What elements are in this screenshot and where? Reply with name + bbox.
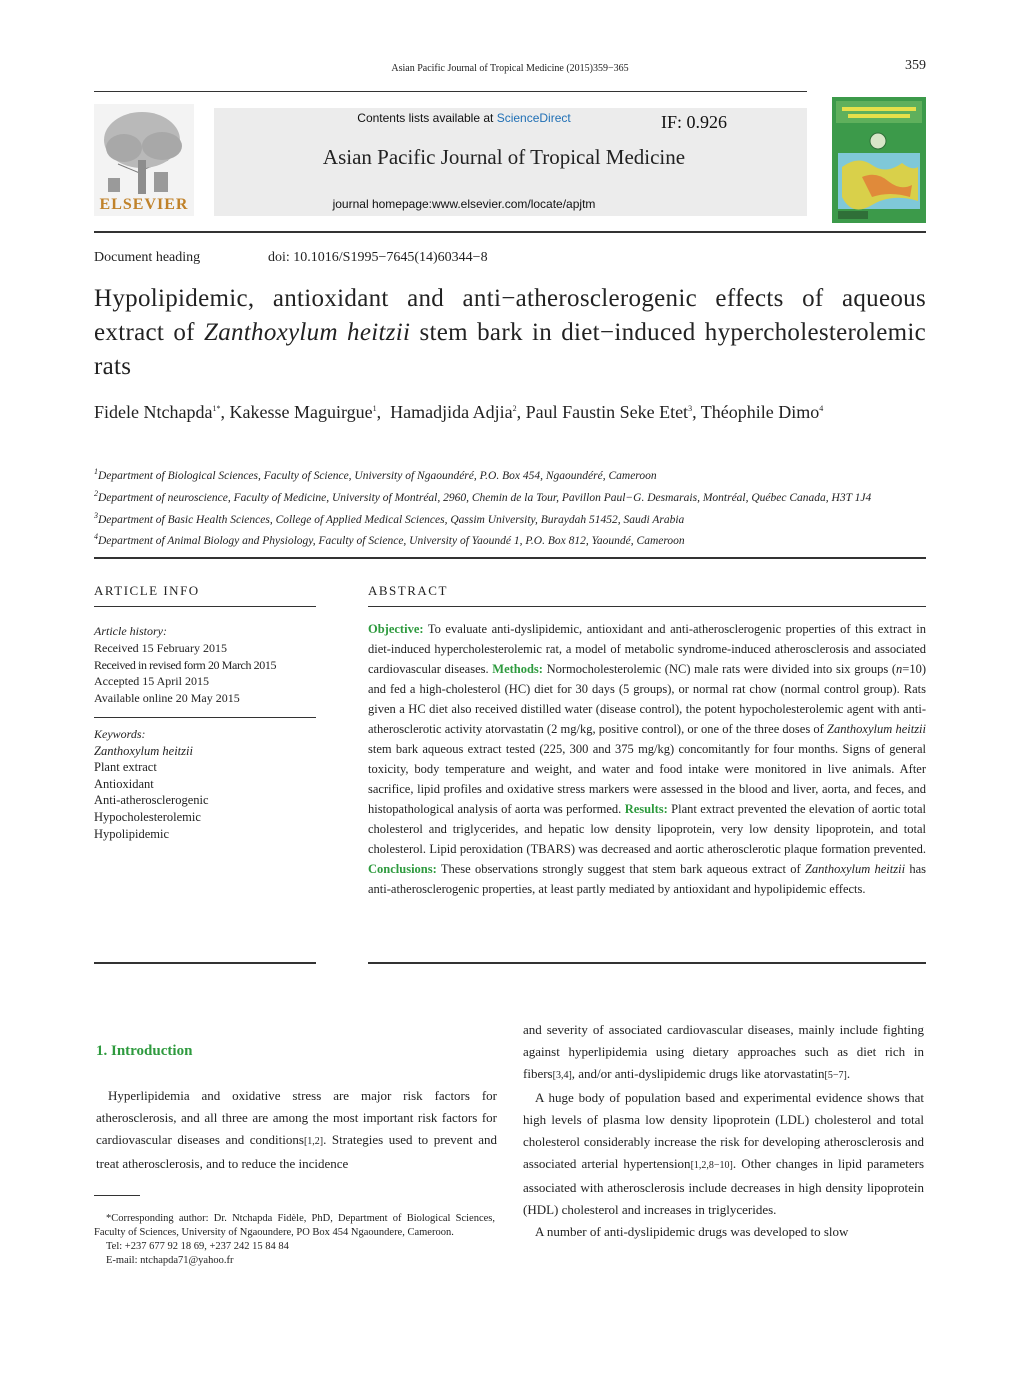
page-number: 359 <box>905 58 926 73</box>
running-head: Asian Pacific Journal of Tropical Medicine (2015)359−365 <box>391 63 629 74</box>
objective-label: Objective: <box>368 622 424 636</box>
affiliation: $^2$Department of neuroscience, Faculty of Medicine, University of Montréal, 2960, Chemin de la Tour, Pavillon Paul−G. Desmarais, Montréal, Québec Canada, H3T 1J4 <box>94 488 872 504</box>
publisher-logo-text: ELSEVIER <box>99 196 189 213</box>
impact-factor: IF: 0.926 <box>661 112 728 132</box>
intro-column-2 <box>523 1019 924 1243</box>
abstract-bottom-rule <box>368 962 926 964</box>
title-part-1: Hypolipidemic, antioxidant and anti−atherosclerogenic effects of aqueous extract of <box>94 285 926 346</box>
affiliation: $^1$Department of Biological Sciences, Faculty of Science, University of Ngaoundéré, P.O. Box 454, Ngaoundéré, Cameroon <box>94 467 657 482</box>
keyword: Antioxidant <box>94 776 154 791</box>
telephone: Tel: +237 677 92 18 69, +237 242 15 84 84 <box>106 1241 289 1252</box>
keywords <box>94 726 316 842</box>
keyword: Plant extract <box>94 760 157 775</box>
footnote-rule <box>94 1195 140 1196</box>
corresponding-author: *Corresponding author: Dr. Ntchapda Fidèle, PhD, Department of Biological Sciences, Faculty of Sciences, University of Ngaoundere, PO Box 454 Ngaoundere, Cameroon. <box>94 1213 495 1238</box>
citation[interactable]: [5−7] <box>824 1070 847 1081</box>
keyword: Anti-atherosclerogenic <box>94 793 209 808</box>
abstract-heading: ABSTRACT <box>368 583 448 598</box>
footnote <box>94 1212 495 1268</box>
affiliations <box>94 463 926 550</box>
results-label: Results: <box>624 802 668 816</box>
online-date: Available online 20 May 2015 <box>94 691 240 706</box>
article-title <box>94 282 926 384</box>
abstract-rule <box>368 606 926 607</box>
affiliation: $^3$Department of Basic Health Sciences, College of Applied Medical Sciences, Qassim University, Buraydah 51452, Saudi Arabia <box>94 510 685 526</box>
title-species: Zanthoxylum heitzii <box>203 319 411 346</box>
journal-cover-image <box>832 97 926 223</box>
sciencedirect-link[interactable]: ScienceDirect <box>496 111 571 125</box>
contents-prefix: Contents lists available at <box>357 111 497 125</box>
methods-label: Methods: <box>492 662 543 676</box>
intro-paragraph: Hyperlipidemia and oxidative stress are major risk factors for atherosclerosis, and all three are among the most important risk factors for cardiovascular diseases and conditions[1,2]. Strategies used to prevent and treat atherosclerosis, and to reduce the incidence <box>96 1088 497 1171</box>
title-part-2: stem bark in diet−induced hypercholesterolemic rats <box>94 319 926 380</box>
contents-line <box>214 111 714 125</box>
article-info-bottom-rule <box>94 962 316 964</box>
header-divider <box>94 231 926 233</box>
abstract-body: Objective: To evaluate anti-dyslipidemic, antioxidant and anti-atherosclerogenic properties of this extract in diet-induced hypercholesterolemic rat, a model of metabolic syndrome-induced atherosclerosis and associated cardiovascular diseases. Methods: Normocholesterolemic (NC) male rats were divided into six groups (n=10) and fed a high-cholesterol (HC) diet for 30 days (5 groups), or normal rat chow (normal control group). Rats given a HC diet also received distilled water (disease control), the potent hypocholesterolemic agent with anti-atherosclerotic activity atorvastatin (2 mg/kg, positive control), or one of the three doses of Zanthoxylum heitzii stem bark aqueous extract tested (225, 300 and 375 mg/kg) concomitantly for four months. Signs of general toxicity, body temperature and weight, and water and food intake were monitored in live animals. After sacrifice, lipid profiles and oxidative stress markers were assessed in the blood and liver, aorta, and feces, and histopathological analysis of aorta was performed. Results: Plant extract prevented the elevation of aortic total cholesterol and triglycerides, and hepatic low density lipoprotein, very low density lipoprotein, and total cholesterol. Lipid peroxidation (TBARS) was decreased and aortic atherosclerotic plaque formation prevented. Conclusions: These observations strongly suggest that stem bark aqueous extract of Zanthoxylum heitzii has anti-atherosclerogenic properties, at least partly mediated by antioxidant and hypolipidemic effects. <box>368 622 927 896</box>
article-history <box>94 623 316 707</box>
email[interactable]: E-mail: ntchapda71@yahoo.fr <box>106 1255 234 1266</box>
author: Kakesse Maguirgue$^1$, <box>229 402 391 422</box>
introduction-heading: 1. Introduction <box>96 1043 193 1059</box>
citation[interactable]: [3,4] <box>552 1070 572 1081</box>
citation[interactable]: [1,2] <box>303 1136 324 1147</box>
intro-paragraph: A number of anti-dyslipidemic drugs was developed to slow <box>535 1224 849 1239</box>
keyword: Hypolipidemic <box>94 826 169 841</box>
affiliation-divider <box>94 557 926 559</box>
keyword: Hypocholesterolemic <box>94 809 201 824</box>
author: Fidele Ntchapda$^{1*}$, <box>94 402 230 422</box>
conclusions-label: Conclusions: <box>368 862 437 876</box>
journal-homepage-link[interactable]: journal homepage:www.elsevier.com/locate/apjtm <box>332 197 596 211</box>
elsevier-logo <box>94 104 194 216</box>
document-heading: Document heading <box>94 250 201 265</box>
author-list <box>94 396 926 425</box>
history-label: Article history: <box>94 624 167 638</box>
intro-column-1 <box>96 1085 497 1175</box>
article-info-heading: ARTICLE INFO <box>94 583 200 598</box>
keyword: Zanthoxylum heitzii <box>94 743 193 758</box>
article-info-rule <box>94 606 316 607</box>
header-rule <box>94 91 807 92</box>
affiliation: $^4$Department of Animal Biology and Physiology, Faculty of Science, University of Yaoundé 1, P.O. Box 812, Yaoundé, Cameroon <box>94 532 685 548</box>
intro-paragraph: A huge body of population based and experimental evidence shows that high levels of plasma low density lipoprotein (LDL) cholesterol and total cholesterol considerably increase the risk for developing atherosclerosis and associated arterial hypertension[1,2,8−10]. Other changes in lipid parameters associated with atherosclerosis include decreases in high density lipoprotein (HDL) cholesterol and increases in triglycerides. <box>523 1090 924 1217</box>
author: Théophile Dimo$^4$ <box>700 402 824 422</box>
author: Hamadjida Adjia$^2$, <box>390 402 526 422</box>
received-date: Received 15 February 2015 <box>94 640 227 655</box>
accepted-date: Accepted 15 April 2015 <box>94 674 209 689</box>
keywords-rule <box>94 717 316 718</box>
intro-paragraph: and severity of associated cardiovascular diseases, mainly include fighting against hyperlipidemia using dietary approaches such as diet rich in fibers[3,4], and/or anti-dyslipidemic drugs like atorvastatin[5−7]. <box>523 1022 924 1081</box>
citation[interactable]: [1,2,8−10] <box>690 1160 733 1171</box>
keywords-label: Keywords: <box>94 727 146 741</box>
journal-title: Asian Pacific Journal of Tropical Medicine <box>322 145 686 169</box>
author: Paul Faustin Seke Etet$^3$, <box>525 402 701 422</box>
doi[interactable]: doi: 10.1016/S1995−7645(14)60344−8 <box>268 250 488 265</box>
revised-date: Received in revised form 20 March 2015 <box>94 657 277 672</box>
